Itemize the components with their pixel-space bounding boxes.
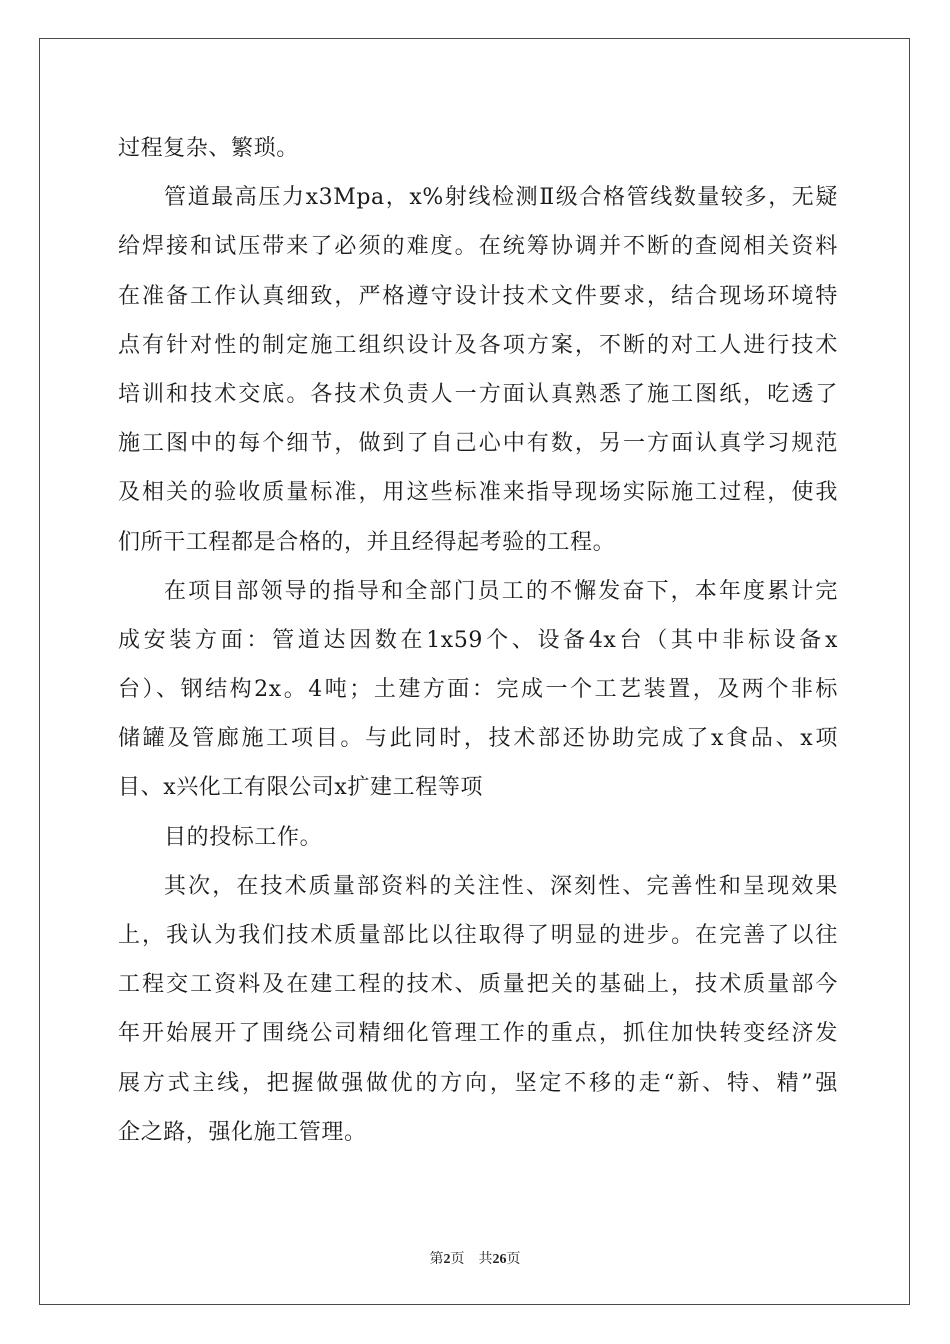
text-line: 工程交工资料及在建工程的技术、质量把关的基础上，技术质量部今 <box>118 972 838 998</box>
page-prefix: 第 <box>429 1251 444 1267</box>
text-line: 培训和技术交底。各技术负责人一方面认真熟悉了施工图纸，吃透了 <box>118 381 838 407</box>
total-suffix: 页 <box>506 1251 521 1267</box>
text-line: 其次，在技术质量部资料的关注性、深刻性、完善性和呈现效果 <box>164 873 838 899</box>
text-line: 们所干工程都是合格的，并且经得起考验的工程。 <box>118 529 616 555</box>
text-line: 目、x兴化工有限公司x扩建工程等项 <box>118 775 484 801</box>
text-line: 及相关的验收质量标准，用这些标准来指导现场实际施工过程，使我 <box>118 480 838 506</box>
text-line: 上，我认为我们技术质量部比以往取得了明显的进步。在完善了以往 <box>118 923 838 948</box>
total-prefix: 共 <box>478 1251 493 1267</box>
text-line: 展方式主线，把握做强做优的方向，坚定不移的走“新、特、精”强 <box>118 1070 838 1096</box>
text-line: 储罐及管廊施工项目。与此同时，技术部还协助完成了x食品、x项 <box>118 726 838 752</box>
text-line: 目的投标工作。 <box>164 824 323 850</box>
text-line: 给焊接和试压带来了必须的难度。在统筹协调并不断的查阅相关资料 <box>118 234 838 260</box>
text-line: 管道最高压力x3Mpa，x%射线检测Ⅱ级合格管线数量较多，无疑 <box>164 185 838 211</box>
text-line: 成安装方面：管道达因数在1x59个、设备4x台（其中非标设备x <box>118 627 838 653</box>
text-line: 年开始展开了围绕公司精细化管理工作的重点，抓住加快转变经济发 <box>118 1021 838 1047</box>
page-footer <box>0 1248 950 1268</box>
text-line: 台）、钢结构2x。4吨；土建方面：完成一个工艺装置，及两个非标 <box>118 677 838 703</box>
text-line: 在项目部领导的指导和全部门员工的不懈发奋下，本年度累计完 <box>164 578 838 604</box>
text-line: 企之路，强化施工管理。 <box>118 1119 367 1145</box>
text-line: 过程复杂、繁琐。 <box>118 136 299 161</box>
text-line: 在准备工作认真细致，严格遵守设计技术文件要求，结合现场环境特 <box>118 283 838 309</box>
text-line: 点有针对性的制定施工组织设计及各项方案，不断的对工人进行技术 <box>118 332 838 358</box>
page-suffix: 页 <box>450 1251 465 1267</box>
text-line: 施工图中的每个细节，做到了自己心中有数，另一方面认真学习规范 <box>118 431 838 457</box>
document-body <box>118 124 838 1157</box>
total-pages: 26 <box>492 1252 507 1267</box>
page-number: 2 <box>443 1252 451 1267</box>
